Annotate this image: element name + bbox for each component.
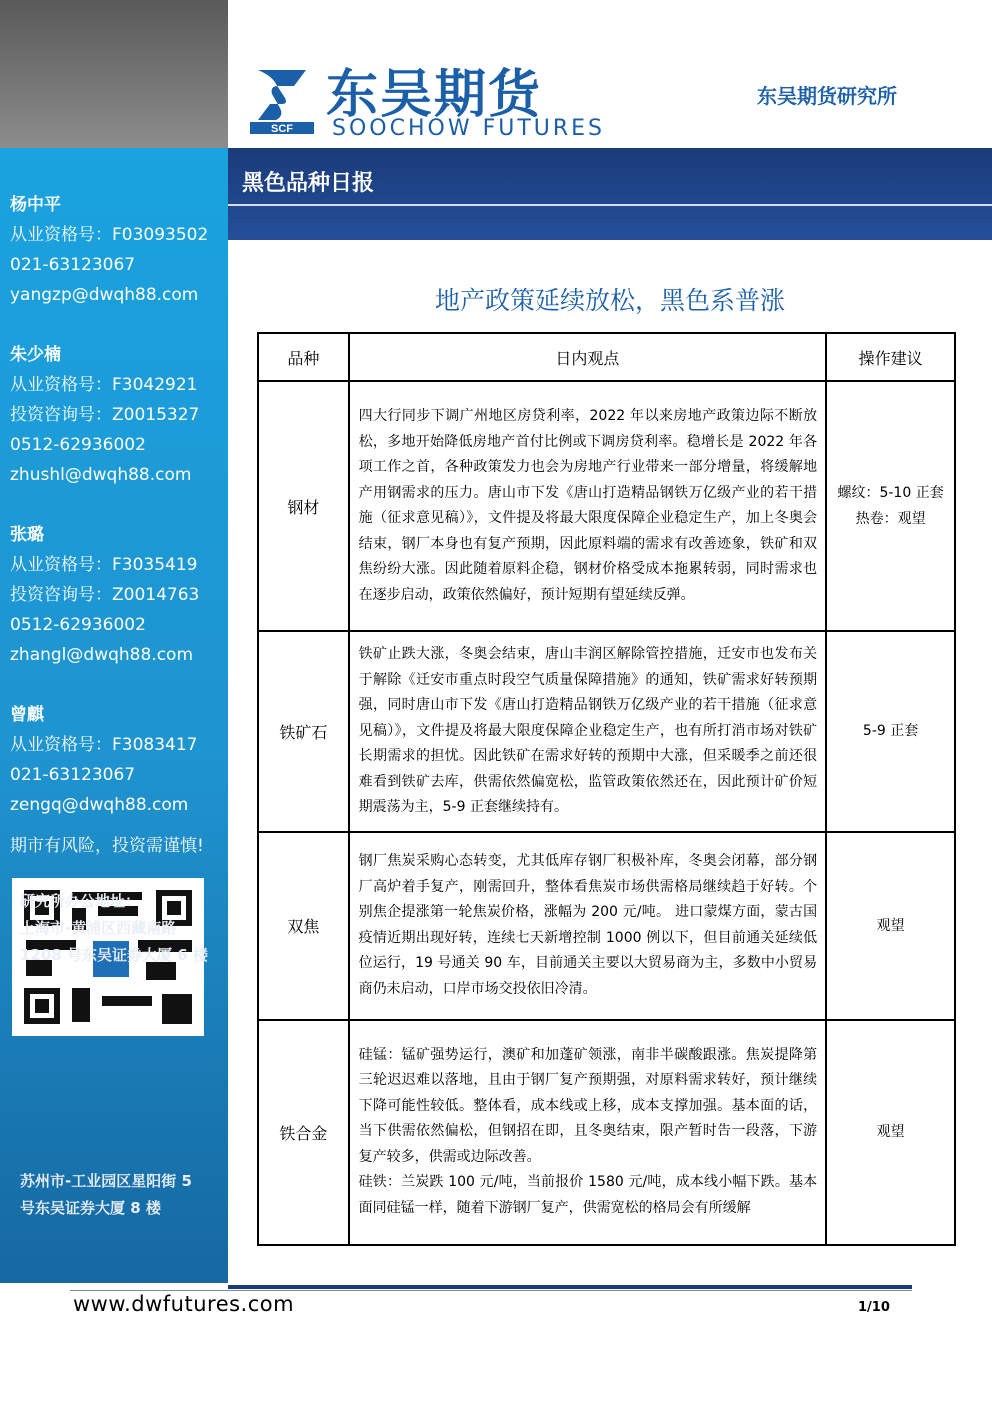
advice-line: 5-9 正套 bbox=[862, 723, 919, 740]
footer-bar bbox=[228, 1285, 912, 1289]
institute-name: 东吴期货研究所 bbox=[757, 84, 897, 108]
analyst-email[interactable]: zhushl@dwqh88.com bbox=[10, 465, 192, 485]
column-header: 日内观点 bbox=[349, 333, 827, 381]
analyst-card bbox=[10, 340, 199, 490]
view-cell: 四大行同步下调广州地区房贷利率，2022 年以来房地产政策边际不断放松，多地开始降低房地产首付比例或下调房贷利率。稳增长是 2022 年各项工作之首，各种政策发力也会为房地产行业带来一部分增量，将缓解地产用钢需求的压力。唐山市下发《唐山打造精品钢铁万亿级产业的若干措施（征求意见稿）》，文件提及将最大限度保障企业稳定生产，加上冬奥会结束，钢厂本身也有复产预期，因此原料端的需求有改善迹象，铁矿和双焦纷纷大涨。因此随着原料企稳，钢材价格受成本拖累转弱，同时需求也在逐步启动，政策依然偏好，预计短期有望延续反弹。 bbox=[349, 381, 827, 631]
office-address-shanghai bbox=[20, 888, 208, 969]
analyst-license: 从业资格号：F3083417 bbox=[10, 735, 198, 755]
sidebar-top-band bbox=[0, 0, 228, 148]
advice-line: 热卷：观望 bbox=[855, 511, 926, 527]
analyst-name: 朱少楠 bbox=[10, 345, 61, 365]
footer-divider bbox=[70, 1290, 912, 1291]
view-paragraph: 硅铁：兰炭跌 100 元/吨，当前报价 1580 元/吨，成本线小幅下跌。基本面同硅锰一样，随着下游钢厂复产，供需宽松的格局会有所缓解 bbox=[358, 1174, 818, 1216]
analyst-card bbox=[10, 700, 198, 820]
view-cell: 铁矿止跌大涨，冬奥会结束，唐山丰润区解除管控措施，迁安市也发布关于解除《迁安市重点时段空气质量保障措施》的通知，铁矿需求好转预期强，同时唐山市下发《唐山打造精品钢铁万亿级产业的若干措施（征求意见稿）》，文件提及将最大限度保障企业稳定生产，也有所打消市场对铁矿长期需求的担忧。因此铁矿在需求好转的预期中大涨，但采暖季之前还很难看到铁矿去库，供需依然偏宽松，监管政策依然还在，因此预计矿价短期震荡为主，5-9 正套继续持有。 bbox=[349, 631, 827, 832]
analyst-email[interactable]: zengq@dwqh88.com bbox=[10, 795, 189, 815]
report-type-bar bbox=[228, 148, 992, 240]
analyst-consult-id: 投资咨询号：Z0014763 bbox=[10, 585, 200, 605]
advice-cell bbox=[826, 1020, 955, 1245]
address-line: 研究所办公地址： bbox=[20, 892, 141, 910]
analyst-phone: 021-63123067 bbox=[10, 765, 136, 785]
advice-line: 观望 bbox=[876, 917, 905, 934]
brand-name-en: SOOCHOW FUTURES bbox=[332, 116, 606, 141]
category-cell: 铁矿石 bbox=[258, 631, 349, 832]
category-cell: 铁合金 bbox=[258, 1020, 349, 1245]
column-header: 品种 bbox=[258, 333, 349, 381]
page-number: 1/10 bbox=[858, 1300, 890, 1315]
address-line: 号东吴证券大厦 8 楼 bbox=[20, 1199, 161, 1217]
view-cell: 钢厂焦炭采购心态转变，尤其低库存钢厂积极补库，冬奥会闭幕，部分钢厂高炉着手复产，刚需回升，整体看焦炭市场供需格局继续趋于好转。个别焦企提涨第一轮焦炭价格，涨幅为 200 元/吨。 进口蒙煤方面，蒙古国疫情近期出现好转，连续七天新增控制 1000 例以下，但目前通关延续低位运行，19 号通关 90 车，目前通关主要以大贸易商为主，多数中小贸易商仍未启动，口岸市场交投依旧冷清。 bbox=[349, 832, 827, 1020]
table-header-row bbox=[258, 333, 955, 381]
brand-name-cn: 东吴期货 bbox=[326, 65, 543, 125]
company-logo-icon bbox=[250, 64, 314, 136]
table-row bbox=[258, 631, 955, 832]
analyst-phone: 0512-62936002 bbox=[10, 435, 146, 455]
analyst-name: 杨中平 bbox=[10, 195, 61, 215]
view-paragraph: 硅锰：锰矿强势运行，澳矿和加蓬矿领涨，南非半碳酸跟涨。焦炭提降第三轮迟迟难以落地，且由于钢厂复产预期强，对原料需求转好，预计继续下降可能性较低。整体看，成本线或上移，成本支撑加强。基本面的话，当下供需依然偏松，但钢招在即，且冬奥结束，限产暂时告一段落，下游复产较多，供需或边际改善。 bbox=[358, 1046, 818, 1165]
view-cell bbox=[349, 1020, 827, 1245]
advice-cell bbox=[826, 381, 955, 631]
advice-cell bbox=[826, 832, 955, 1020]
analyst-card bbox=[10, 520, 199, 670]
analyst-license: 从业资格号：F3035419 bbox=[10, 555, 198, 575]
divider bbox=[228, 204, 992, 206]
website-link[interactable]: www.dwfutures.com bbox=[73, 1292, 295, 1316]
advice-line: 螺纹：5-10 正套 bbox=[837, 485, 944, 501]
table-row bbox=[258, 1020, 955, 1245]
risk-notice: 期市有风险，投资需谨慎! bbox=[10, 836, 204, 856]
logo-mark: SCF bbox=[271, 123, 293, 135]
address-line: 1208 号东吴证券大厦 6 楼 bbox=[20, 946, 208, 964]
category-cell: 钢材 bbox=[258, 381, 349, 631]
advice-cell bbox=[826, 631, 955, 832]
analyst-license: 从业资格号：F03093502 bbox=[10, 225, 209, 245]
analyst-card bbox=[10, 190, 208, 310]
office-address-suzhou bbox=[20, 1168, 192, 1222]
analyst-email[interactable]: zhangl@dwqh88.com bbox=[10, 645, 194, 665]
analyst-name: 张璐 bbox=[10, 525, 44, 545]
column-header: 操作建议 bbox=[826, 333, 955, 381]
analyst-license: 从业资格号：F3042921 bbox=[10, 375, 198, 395]
advice-line: 观望 bbox=[876, 1124, 905, 1140]
address-line: 上海市-黄浦区西藏南路 bbox=[20, 919, 177, 937]
table-row bbox=[258, 832, 955, 1020]
analyst-consult-id: 投资咨询号：Z0015327 bbox=[10, 405, 200, 425]
category-cell: 双焦 bbox=[258, 832, 349, 1020]
daily-view-table bbox=[257, 332, 956, 1246]
analyst-email[interactable]: yangzp@dwqh88.com bbox=[10, 285, 199, 305]
table-row bbox=[258, 381, 955, 631]
analyst-phone: 021-63123067 bbox=[10, 255, 136, 275]
analyst-sidebar bbox=[0, 148, 228, 1283]
analyst-name: 曾麒 bbox=[10, 705, 44, 725]
page-title: 地产政策延续放松，黑色系普涨 bbox=[434, 286, 785, 315]
analyst-phone: 0512-62936002 bbox=[10, 615, 146, 635]
address-line: 苏州市-工业园区星阳街 5 bbox=[20, 1172, 192, 1190]
report-type: 黑色品种日报 bbox=[242, 171, 375, 196]
